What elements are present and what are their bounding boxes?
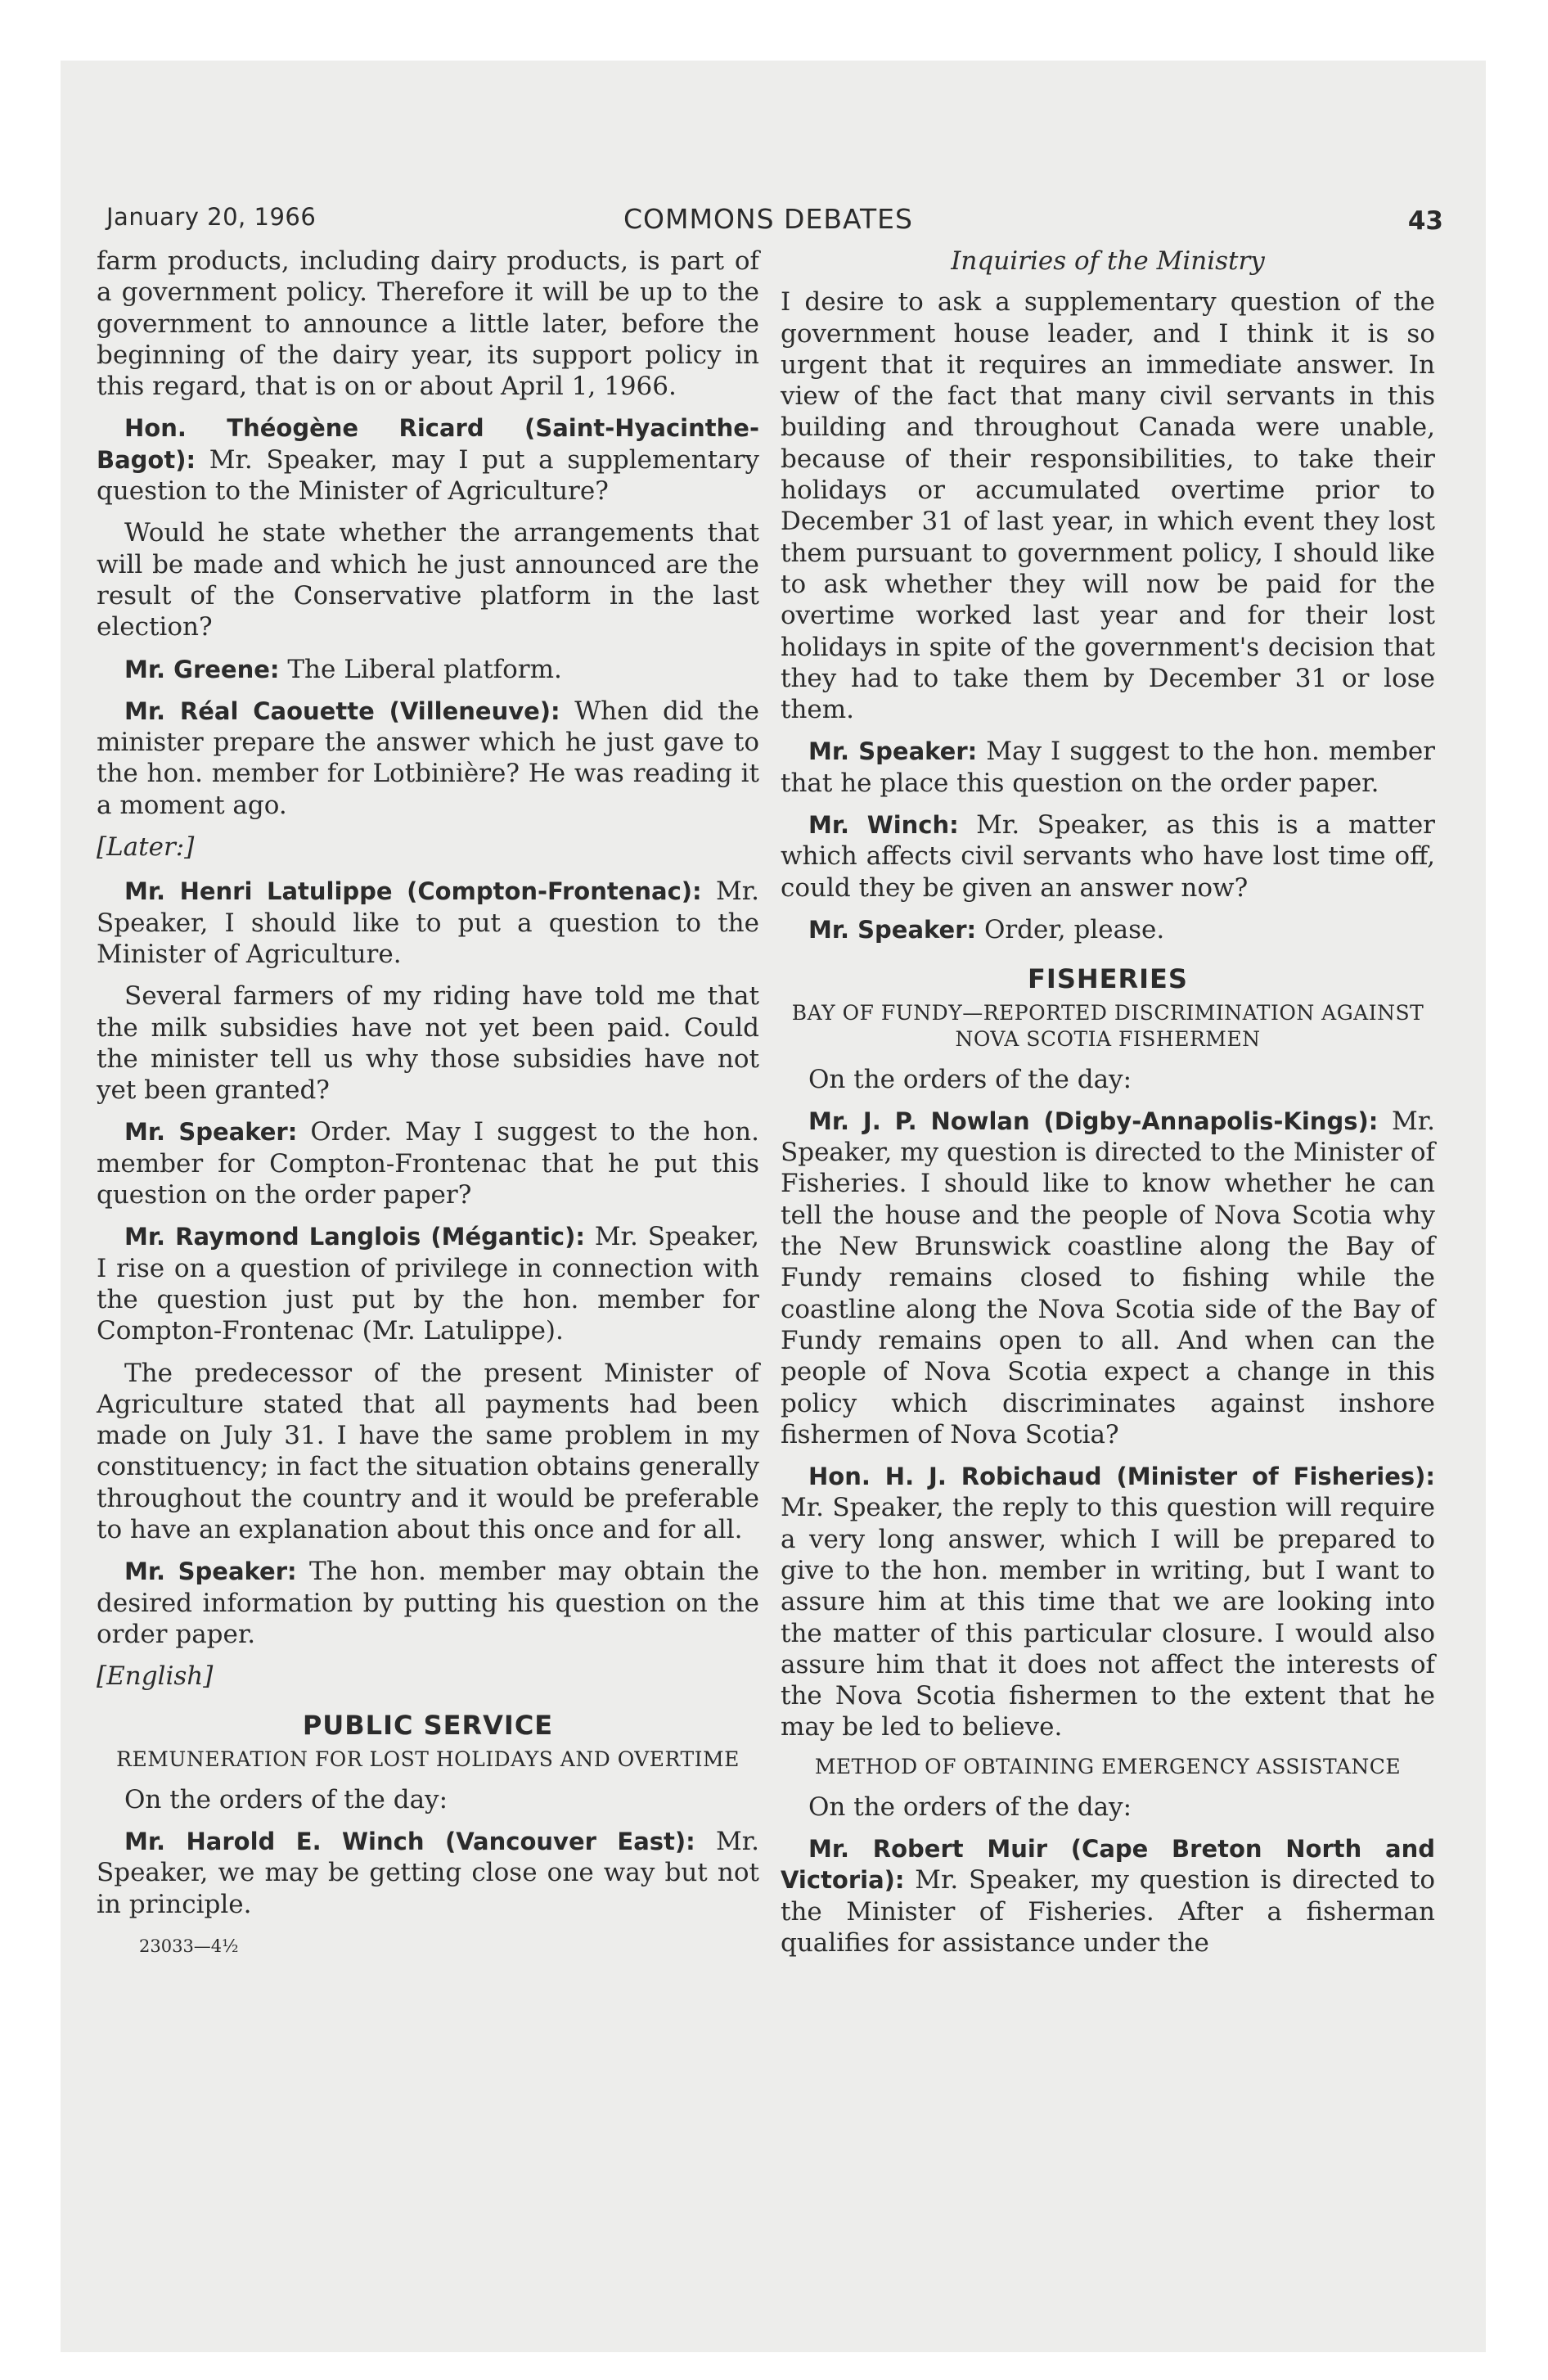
speech [97, 412, 759, 507]
paragraph: I desire to ask a supplementary question of the government house leader, and I think it is so urgent that it requires an immediate answer. In view of the fact that many civil servants in this building and throughout Canada were unable, because of their responsibilities, to take their holidays or accumulated overtime prior to December 31 of last year, in which event they lost them pursuant to government policy, I should like to ask whether they will now be paid for the overtime worked last year and for their lost holidays in spite of the government's decision that they had to take them by December 31 or lose them. [781, 287, 1435, 725]
speech-text: The hon. member may obtain the desired information by putting his question on the order paper. [97, 1557, 759, 1649]
speaker-name: Mr. Réal Caouette (Villeneuve): [124, 696, 560, 725]
section-title: FISHERIES [1028, 963, 1188, 995]
speech [97, 1221, 759, 1346]
paragraph: Would he state whether the arrangements that will be made and which he just announced are the result of the Conservative platform in the last election? [97, 518, 759, 642]
header-page-number: 43 [1407, 206, 1443, 236]
speaker-name: Hon. Théogène Ricard (Saint-Hyacinthe-Bagot): [97, 414, 759, 474]
speech-text: Mr. Speaker, may I put a supplementary question to the Minister of Agriculture? [97, 444, 759, 507]
paragraph: The predecessor of the present Minister of Agriculture stated that all payments had been made on July 31. I have the same problem in my constituency; in fact the situation obtains generally throughout the country and it would be preferable to have an explanation about this once and for all. [97, 1358, 759, 1544]
speech-text: Mr. Speaker, I rise on a question of privilege in connection with the question just put by the hon. member for Compton-Frontenac (Mr. Latulippe). [97, 1222, 760, 1346]
speech [97, 876, 759, 970]
speaker-name: Mr. Speaker: [124, 1557, 297, 1586]
speaker-name: Mr. Winch: [808, 811, 959, 840]
speaker-name: Mr. Speaker: [124, 1118, 298, 1147]
speaker-name: Mr. Speaker: [808, 915, 977, 944]
subheading: METHOD OF OBTAINING EMERGENCY ASSISTANCE [814, 1754, 1402, 1778]
section-title: PUBLIC SERVICE [302, 1710, 554, 1742]
speech [781, 1106, 1435, 1450]
speech [781, 914, 1435, 945]
speech-text: When did the minister prepare the answer which he just gave to the hon. member for Lotbinière? He was reading it a moment ago. [97, 696, 759, 820]
speech-text: Mr. Speaker, my question is directed to the Minister of Fisheries. After a fisherman qualifies for assistance under the [781, 1865, 1435, 1958]
speech [97, 696, 759, 821]
language-marker: [English] [97, 1661, 214, 1692]
speech-text: May I suggest to the hon. member that he place this question on the order paper. [781, 737, 1435, 798]
speech-text: Mr. Speaker, as this is a matter which affects civil servants who have lost time off, could they be given an answer now? [781, 810, 1435, 903]
running-head: Inquiries of the Ministry [951, 246, 1265, 276]
speech [97, 1556, 759, 1650]
speech-text: Mr. Speaker, my question is directed to the Minister of Fisheries. I should like to know whether he can tell the house and the people of Nova Scotia why the New Brunswick coastline along the Bay of Fundy remains closed to fishing while the coastline along the Nova Scotia side of the Bay of Fundy remains open to all. And when can the people of Nova Scotia expect a change in this policy which discriminates against inshore fishermen of Nova Scotia? [781, 1106, 1435, 1449]
speaker-name: Mr. Henri Latulippe (Compton-Frontenac): [124, 877, 702, 906]
speech-text: Mr. Speaker, the reply to this question will require a very long answer, which I will be prepared to give to the hon. member in writing, but I want to assure him at this time that we are looking into the matter of this particular closure. I would also assure him that it does not affect the interests of the Nova Scotia fishermen to the extent that he may be led to believe. [781, 1493, 1435, 1742]
left-column [97, 246, 759, 1962]
speaker-name: Mr. Greene: [124, 655, 280, 683]
speaker-name: Mr. J. P. Nowlan (Digby-Annapolis-Kings): [808, 1107, 1379, 1135]
orders-of-the-day: On the orders of the day: [124, 1784, 448, 1814]
speech-text: Mr. Speaker, I should like to put a question to the Minister of Agriculture. [97, 877, 759, 969]
speech-text: Order. May I suggest to the hon. member for Compton-Frontenac that he put this question on the order paper? [97, 1117, 759, 1210]
printer-code: 23033—4½ [139, 1936, 239, 1956]
speech [781, 736, 1435, 799]
header-date: January 20, 1966 [106, 203, 317, 231]
subheading: REMUNERATION FOR LOST HOLIDAYS AND OVERTIME [116, 1747, 740, 1771]
subheading: BAY OF FUNDY—REPORTED DISCRIMINATION AGAINST NOVA SCOTIA FISHERMEN [791, 1000, 1424, 1051]
speech-text: Order, please. [976, 914, 1165, 944]
header-journal-title: COMMONS DEBATES [623, 203, 913, 235]
paragraph: Several farmers of my riding have told me that the milk subsidies have not yet been paid. Could the minister tell us why those subsidies have not yet been granted? [97, 981, 759, 1106]
speech [781, 809, 1435, 904]
speaker-name: Mr. Raymond Langlois (Mégantic): [124, 1223, 585, 1251]
speaker-name: Hon. H. J. Robichaud (Minister of Fisheries): [808, 1463, 1435, 1491]
speaker-name: Mr. Robert Muir (Cape Breton North and Victoria): [781, 1835, 1435, 1895]
speech [97, 1826, 759, 1920]
orders-of-the-day: On the orders of the day: [808, 1064, 1132, 1094]
speech [97, 1116, 759, 1210]
speaker-name: Mr. Speaker: [808, 737, 978, 766]
speech-text: The Liberal platform. [279, 654, 562, 684]
speech [97, 654, 759, 685]
speech-text: Mr. Speaker, we may be getting close one way but not in principle. [97, 1827, 759, 1919]
time-marker: [Later:] [97, 832, 195, 863]
orders-of-the-day: On the orders of the day: [808, 1792, 1132, 1822]
speech [781, 1833, 1435, 1959]
paragraph: farm products, including dairy products, is part of a government policy. Therefore it will be up to the government to announce a little later, before the beginning of the dairy year, its support policy in this regard, that is on or about April 1, 1966. [97, 246, 759, 402]
speaker-name: Mr. Harold E. Winch (Vancouver East): [124, 1828, 695, 1856]
right-column [781, 246, 1435, 1969]
speech [781, 1461, 1435, 1743]
page-header [106, 203, 1443, 252]
